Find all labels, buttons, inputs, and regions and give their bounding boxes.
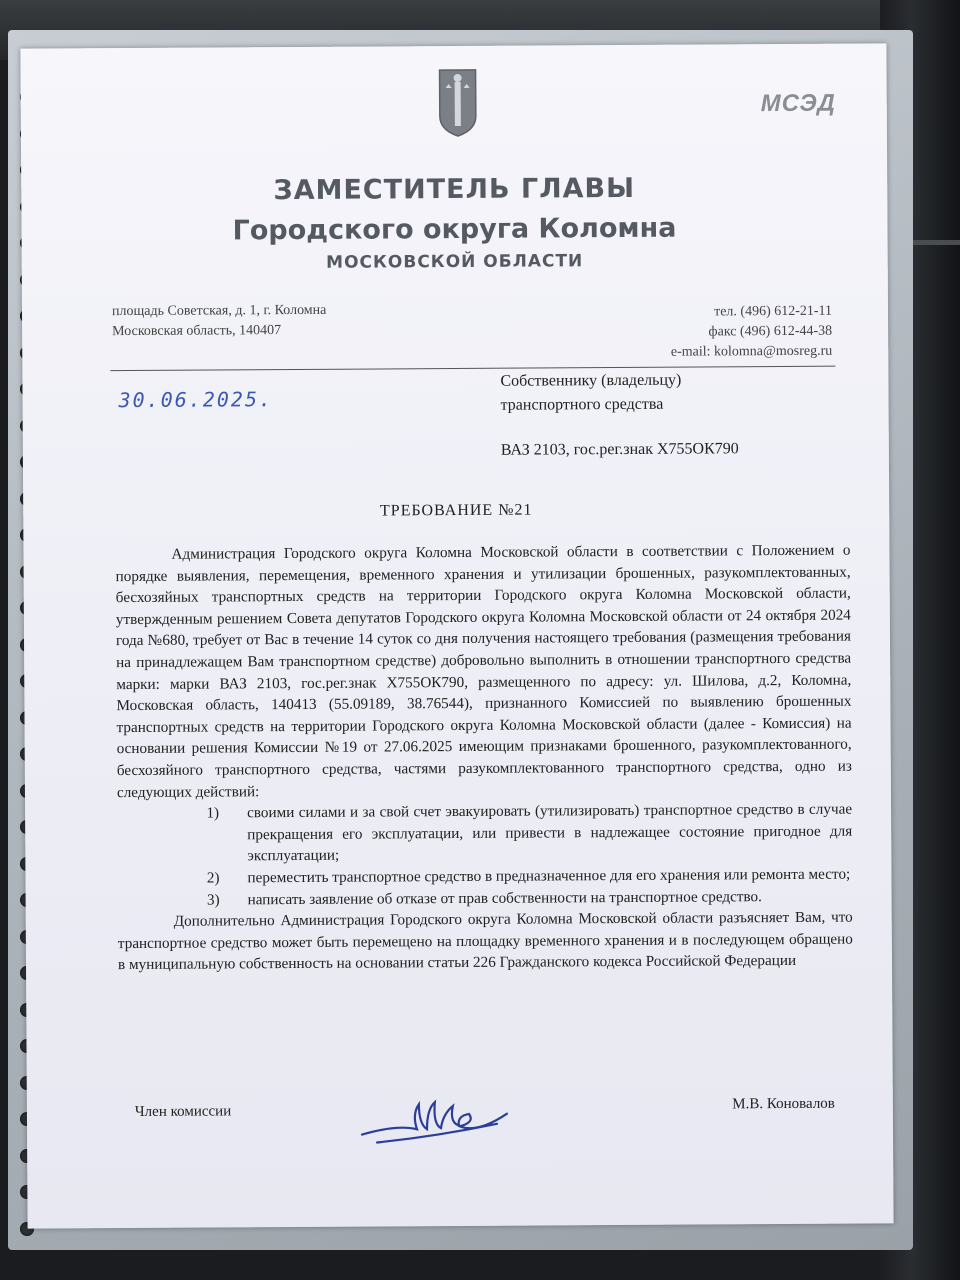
- address-line: Московская область, 140407: [112, 323, 282, 340]
- email-address: e-mail: kolomna@mosreg.ru: [670, 343, 833, 360]
- signatory-name: М.В. Коновалов: [732, 1095, 835, 1113]
- document-body: [115, 540, 853, 976]
- list-item-text: написать заявление об отказе от прав собственности на транспортное средство.: [247, 887, 762, 908]
- coat-of-arms-icon: [438, 68, 478, 138]
- sender-address: [112, 301, 327, 342]
- header-subtitle: Городского округа Коломна: [232, 212, 677, 247]
- signatory-role: Член комиссии: [134, 1103, 232, 1120]
- list-item: [117, 799, 852, 868]
- fax-number: факс (496) 612-44-38: [708, 323, 833, 340]
- list-item-text: своими силами и за свой счет эвакуировать (утилизировать) транспортное средство в случае прекращения его эксплуатации, или привести в надлежащее состояние пригодное для эксплуатации;: [247, 800, 853, 865]
- vehicle-identifier: ВАЗ 2103, гос.рег.знак Х755ОК790: [500, 440, 739, 459]
- document-page: [20, 43, 893, 1228]
- list-item-number: 1): [206, 804, 220, 822]
- handwritten-signature: [357, 1084, 517, 1155]
- msed-badge: МСЭД: [760, 89, 836, 118]
- recipient-line: транспортного средства: [500, 395, 664, 414]
- document-title: ТРЕБОВАНИЕ №21: [379, 501, 533, 520]
- handwritten-date: 30.06.2025.: [118, 387, 274, 413]
- header-divider: [110, 366, 835, 371]
- list-item-number: 2): [206, 869, 220, 887]
- intro-paragraph: Администрация Городского округа Коломна Московской области в соответствии с Положением о порядке выявления, перемещения, временного хранения и утилизации брошенных, разукомплектованных, бесхозяйных транспортных средств на территории Городского округа Коломна Московской области, утвержденным решением Совета депутатов Городского округа Коломна Московской области от 24 октября 2024 года №680, требует от Вас в течение 14 суток со дня получения настоящего требования (размещения требования на принадлежащем Вам транспортном средстве) добровольно выполнить в отношении транспортного средства марки: марки ВАЗ 2103, гос.рег.знак Х755ОК790, размещенного по адресу: ул. Шилова, д.2, Коломна, Московская область, 140413 (55.09189, 38.76544), признанного Комиссией по выявлению брошенных транспортных средств на территории Городского округа Коломна Московской области (далее - Комиссия) на основании решения Комиссии №19 от 27.06.2025 имеющим признаками брошенного, разукомплектованного, бесхозяйного транспортного средства, частями разукомплектованного транспортного средства, одно из следующих действий:: [115, 541, 852, 801]
- recipient-line: Собственнику (владельцу): [500, 371, 682, 390]
- header-region: МОСКОВСКОЙ ОБЛАСТИ: [326, 251, 584, 273]
- list-item-text: переместить транспортное средство в предназначенное для его хранения или ремонта место;: [247, 865, 851, 887]
- address-line: площадь Советская, д. 1, г. Коломна: [111, 302, 327, 320]
- phone-number: тел. (496) 612-21-11: [714, 303, 833, 320]
- header-title: ЗАМЕСТИТЕЛЬ ГЛАВЫ: [273, 172, 636, 207]
- list-item-number: 3): [206, 890, 220, 909]
- closing-paragraph: Дополнительно Администрация Городского округа Коломна Московской области разъясняет Вам, что транспортное средство может быть перемещено на площадку временного хранения и в последующем обращено в муниципальную собственность на основании статьи 226 Гражданского кодекса Российской Федерации: [117, 908, 853, 974]
- sender-contacts: [671, 302, 833, 363]
- recipient-block: [500, 369, 681, 418]
